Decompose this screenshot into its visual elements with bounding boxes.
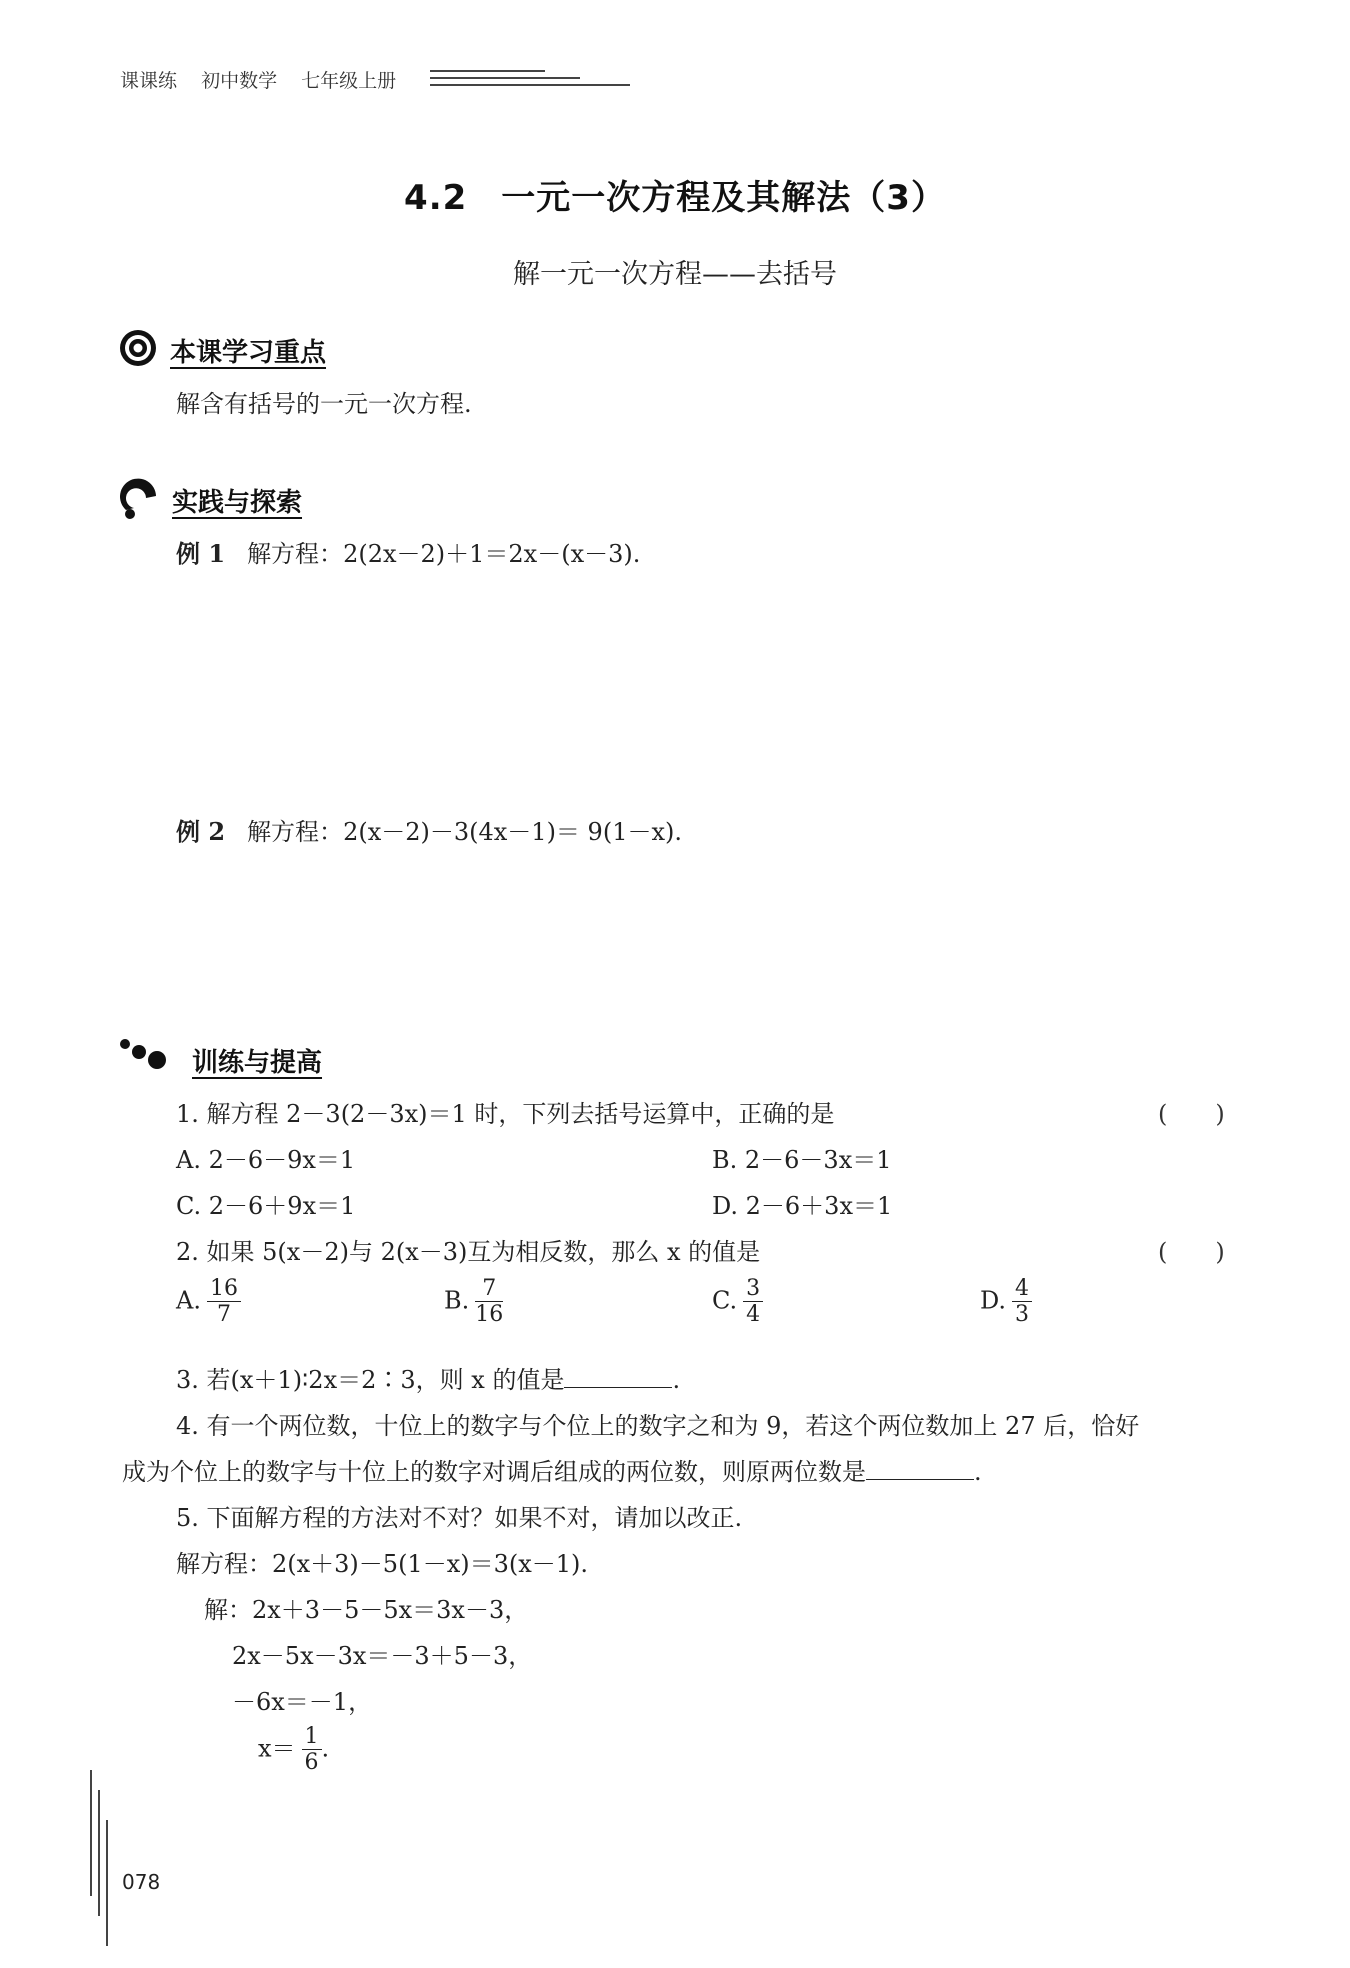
question-1-option-b: B. 2－6－3x＝1 (712, 1146, 892, 1174)
step-4-fraction (302, 1724, 322, 1776)
target-icon (118, 328, 158, 368)
focus-heading: 本课学习重点 (170, 338, 327, 368)
explore-icon (118, 478, 162, 522)
option-d-fraction (1012, 1276, 1032, 1328)
option-b-label: B. (444, 1286, 470, 1315)
denominator: 3 (1015, 1302, 1030, 1328)
margin-line (106, 1820, 108, 1946)
question-3 (176, 1360, 680, 1395)
example-1-label: 例 1 (176, 539, 226, 568)
training-heading: 训练与提高 (192, 1048, 323, 1078)
denominator: 4 (746, 1302, 761, 1328)
example-1-prefix: 解方程： (247, 540, 344, 568)
numerator: 4 (1012, 1276, 1032, 1302)
question-2-option-b (444, 1276, 503, 1328)
book-header (120, 66, 414, 93)
numerator: 16 (207, 1276, 241, 1302)
option-c-label: C. (712, 1286, 738, 1315)
question-2-option-d (980, 1276, 1032, 1328)
example-2 (176, 812, 682, 847)
question-2-option-a (176, 1276, 241, 1328)
page-subtitle: 解一元一次方程——去括号 (513, 259, 837, 290)
header-decor-lines (430, 70, 630, 94)
step-4-end: . (321, 1734, 330, 1763)
numerator: 7 (475, 1276, 503, 1302)
example-2-label: 例 2 (176, 817, 226, 846)
question-3-answer-blank[interactable] (564, 1367, 672, 1388)
denominator: 16 (475, 1302, 504, 1328)
question-5-stem: 5. 下面解方程的方法对不对？如果不对，请加以改正. (176, 1504, 743, 1532)
numerator: 1 (302, 1724, 322, 1750)
option-a-label: A. (176, 1286, 201, 1315)
section-number: 4.2 (404, 178, 468, 218)
option-b-fraction (475, 1276, 503, 1328)
example-1-equation: 2(2x－2)＋1＝2x－(x－3). (343, 540, 641, 568)
example-2-prefix: 解方程： (247, 818, 344, 846)
question-1-option-a: A. 2－6－9x＝1 (176, 1146, 356, 1174)
header-level: 初中数学 (201, 70, 278, 92)
question-1-option-c: C. 2－6＋9x＝1 (176, 1192, 356, 1220)
page-number: 078 (122, 1870, 161, 1894)
header-grade: 七年级上册 (301, 70, 397, 92)
question-1-answer-paren: ( ) (1158, 1100, 1225, 1128)
question-5-equation: 解方程：2(x＋3)－5(1－x)＝3(x－1). (176, 1550, 589, 1578)
header-book: 课课练 (120, 70, 178, 92)
margin-line (90, 1770, 92, 1896)
question-1-option-d: D. 2－6＋3x＝1 (712, 1192, 893, 1220)
question-2-stem: 2. 如果 5(x－2)与 2(x－3)互为相反数，那么 x 的值是 (176, 1238, 761, 1266)
question-5-step-3: －6x＝－1， (232, 1688, 373, 1716)
question-5-step-4 (258, 1724, 329, 1776)
question-4-line-1: 4. 有一个两位数，十位上的数字与个位上的数字之和为 9，若这个两位数加上 27 后，恰好 (176, 1412, 1140, 1440)
dots-icon (116, 1032, 176, 1076)
question-5-step-1: 解：2x＋3－5－5x＝3x－3， (204, 1596, 529, 1624)
option-c-fraction (743, 1276, 763, 1328)
question-2-option-c (712, 1276, 763, 1328)
question-3-stem: 3. 若(x＋1)∶2x＝2∶3，则 x 的值是 (176, 1366, 565, 1394)
question-4-end: . (974, 1458, 982, 1486)
numerator: 3 (743, 1276, 763, 1302)
option-a-fraction (207, 1276, 241, 1328)
focus-text: 解含有括号的一元一次方程. (176, 390, 472, 418)
question-5-step-2: 2x－5x－3x＝－3＋5－3， (232, 1642, 533, 1670)
question-1-stem: 1. 解方程 2－3(2－3x)＝1 时，下列去括号运算中，正确的是 (176, 1100, 835, 1128)
question-2-answer-paren: ( ) (1158, 1238, 1225, 1266)
denominator: 7 (216, 1302, 231, 1328)
practice-heading: 实践与探索 (172, 488, 303, 518)
question-4-line-2 (122, 1452, 982, 1487)
margin-line (98, 1790, 100, 1916)
example-2-equation: 2(x－2)－3(4x－1)＝ 9(1－x). (343, 818, 682, 846)
question-4-answer-blank[interactable] (866, 1459, 974, 1480)
section-title: 一元一次方程及其解法（3） (501, 178, 946, 218)
example-1 (176, 534, 640, 569)
page-title (0, 170, 1350, 219)
question-4-text: 成为个位上的数字与十位上的数字对调后组成的两位数，则原两位数是 (122, 1458, 866, 1486)
question-3-end: . (672, 1366, 681, 1394)
denominator: 6 (304, 1750, 319, 1776)
option-d-label: D. (980, 1286, 1007, 1315)
step-4-lhs: x＝ (258, 1734, 296, 1763)
